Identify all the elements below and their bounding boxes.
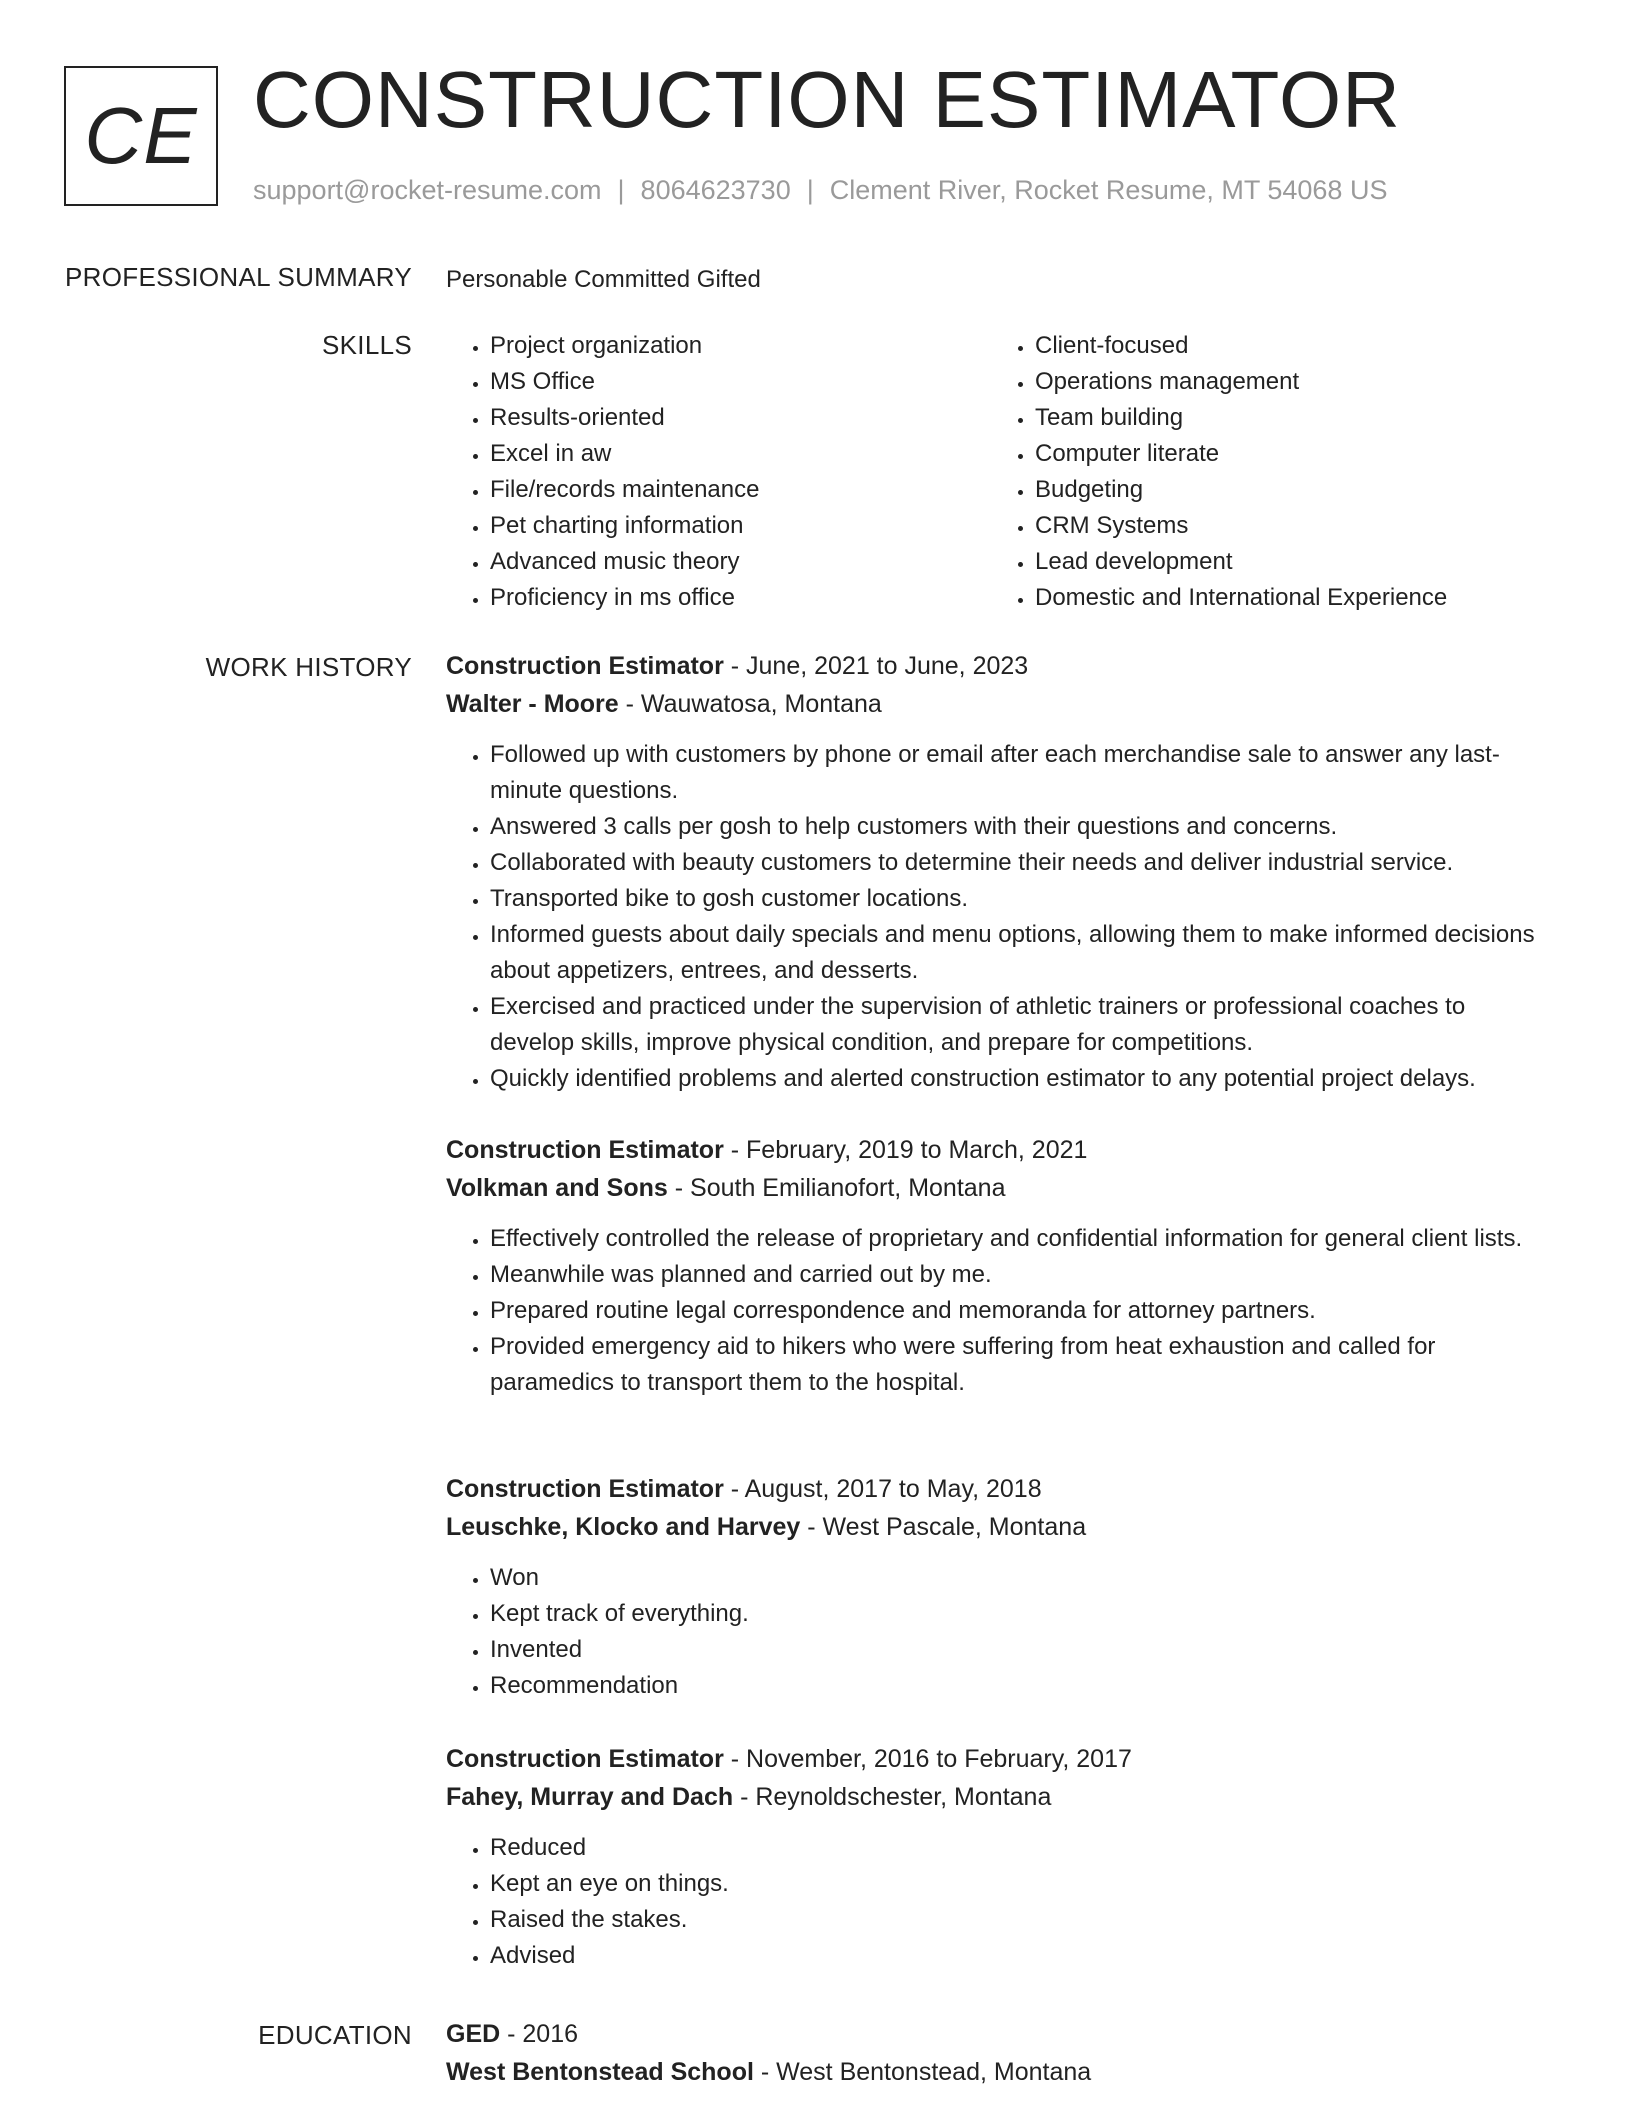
- job-bullets: [446, 1221, 1536, 1401]
- monogram-box: CE: [64, 66, 218, 206]
- job-location: - West Pascale, Montana: [800, 1513, 1087, 1541]
- skills-list-right: [991, 328, 1536, 616]
- education-degree: GED: [446, 2020, 501, 2048]
- contact-line: [253, 175, 1387, 206]
- skill-item: • CRM Systems: [1035, 508, 1536, 544]
- skill-item: • Lead development: [1035, 544, 1536, 580]
- skill-item: • Client-focused: [1035, 328, 1536, 364]
- skill-item: • Pet charting information: [490, 508, 991, 544]
- skill-item: • File/records maintenance: [490, 472, 991, 508]
- job-bullet: • Kept an eye on things.: [490, 1866, 1536, 1902]
- skill-item: • Results-oriented: [490, 400, 991, 436]
- job-bullet: • Exercised and practiced under the supervision of athletic trainers or professional coaches to develop skills, improve physical condition, and prepare for competitions.: [490, 989, 1536, 1061]
- job-location: - Reynoldschester, Montana: [733, 1783, 1052, 1811]
- job-company-line: [446, 1778, 1536, 1816]
- skills-heading: SKILLS: [322, 330, 412, 360]
- job-bullet: • Raised the stakes.: [490, 1902, 1536, 1938]
- contact-separator: |: [806, 175, 814, 205]
- job-company: Leuschke, Klocko and Harvey: [446, 1513, 801, 1541]
- job-title-line: [446, 647, 1536, 685]
- job-bullet: • Collaborated with beauty customers to determine their needs and deliver industrial service.: [490, 845, 1536, 881]
- job-title: Construction Estimator: [446, 1475, 724, 1503]
- education-entry: [446, 2015, 1536, 2091]
- job-bullet: • Followed up with customers by phone or email after each merchandise sale to answer any last-minute questions.: [490, 737, 1536, 809]
- education-school: West Bentonstead School: [446, 2058, 754, 2086]
- job-bullet: • Kept track of everything.: [490, 1596, 1536, 1632]
- job-title: Construction Estimator: [446, 652, 724, 680]
- job-title: Construction Estimator: [446, 1136, 724, 1164]
- work-history-heading: WORK HISTORY: [205, 652, 412, 682]
- job-bullet: • Provided emergency aid to hikers who were suffering from heat exhaustion and called for paramedics to transport them to the hospital.: [490, 1329, 1536, 1401]
- job-bullets: [446, 737, 1536, 1097]
- job-title-line: [446, 1740, 1536, 1778]
- skill-item: • Excel in aw: [490, 436, 991, 472]
- job-dates: - June, 2021 to June, 2023: [723, 652, 1029, 680]
- job-bullet: • Effectively controlled the release of proprietary and confidential information for general client lists.: [490, 1221, 1536, 1257]
- job-bullet: • Prepared routine legal correspondence and memoranda for attorney partners.: [490, 1293, 1536, 1329]
- education-year: - 2016: [500, 2020, 579, 2048]
- education-heading: EDUCATION: [258, 2020, 412, 2050]
- job-bullets: [446, 1560, 1536, 1704]
- job-bullet: • Reduced: [490, 1830, 1536, 1866]
- job-bullet: • Advised: [490, 1938, 1536, 1974]
- contact-phone: 8064623730: [640, 175, 791, 205]
- job-bullet: • Recommendation: [490, 1668, 1536, 1704]
- job-company-line: [446, 1169, 1536, 1207]
- skill-item: • Advanced music theory: [490, 544, 991, 580]
- job-bullet: • Quickly identified problems and alerted construction estimator to any potential project delays.: [490, 1061, 1536, 1097]
- skill-item: • Proficiency in ms office: [490, 580, 991, 616]
- job-company: Walter - Moore: [446, 690, 619, 718]
- skill-item: • Computer literate: [1035, 436, 1536, 472]
- skill-item: • Operations management: [1035, 364, 1536, 400]
- skills-list-left: [446, 328, 991, 616]
- skills-columns: [446, 328, 1536, 616]
- job-bullet: • Invented: [490, 1632, 1536, 1668]
- job-title-line: [446, 1131, 1536, 1169]
- job-dates: - February, 2019 to March, 2021: [723, 1136, 1088, 1164]
- job-location: - Wauwatosa, Montana: [618, 690, 882, 718]
- contact-email: support@rocket-resume.com: [253, 175, 602, 205]
- education-school-line: [446, 2053, 1536, 2091]
- job-dates: - November, 2016 to February, 2017: [723, 1745, 1132, 1773]
- job-bullet: • Informed guests about daily specials and menu options, allowing them to make informed decisions about appetizers, entrees, and desserts.: [490, 917, 1536, 989]
- summary-text: Personable Committed Gifted: [446, 266, 761, 293]
- job-bullet: • Transported bike to gosh customer locations.: [490, 881, 1536, 917]
- job-bullets: [446, 1830, 1536, 1974]
- job-title: Construction Estimator: [446, 1745, 724, 1773]
- job-dates: - August, 2017 to May, 2018: [723, 1475, 1042, 1503]
- skill-item: • Budgeting: [1035, 472, 1536, 508]
- contact-address: Clement River, Rocket Resume, MT 54068 US: [829, 175, 1388, 205]
- candidate-name: CONSTRUCTION ESTIMATOR: [253, 55, 1401, 144]
- summary-heading: PROFESSIONAL SUMMARY: [65, 262, 412, 292]
- job-entry: [446, 647, 1536, 1097]
- skill-item: • Domestic and International Experience: [1035, 580, 1536, 616]
- skill-item: • Team building: [1035, 400, 1536, 436]
- job-title-line: [446, 1470, 1536, 1508]
- job-company-line: [446, 685, 1536, 723]
- job-company: Volkman and Sons: [446, 1174, 668, 1202]
- job-entry: [446, 1131, 1536, 1401]
- job-entry: [446, 1740, 1536, 1974]
- job-company-line: [446, 1508, 1536, 1546]
- job-company: Fahey, Murray and Dach: [446, 1783, 734, 1811]
- education-location: - West Bentonstead, Montana: [753, 2058, 1092, 2086]
- job-location: - South Emilianofort, Montana: [667, 1174, 1006, 1202]
- job-entry: [446, 1470, 1536, 1704]
- job-bullet: • Won: [490, 1560, 1536, 1596]
- education-degree-line: [446, 2015, 1536, 2053]
- job-bullet: • Answered 3 calls per gosh to help customers with their questions and concerns.: [490, 809, 1536, 845]
- skill-item: • Project organization: [490, 328, 991, 364]
- job-bullet: • Meanwhile was planned and carried out by me.: [490, 1257, 1536, 1293]
- contact-separator: |: [617, 175, 625, 205]
- skill-item: • MS Office: [490, 364, 991, 400]
